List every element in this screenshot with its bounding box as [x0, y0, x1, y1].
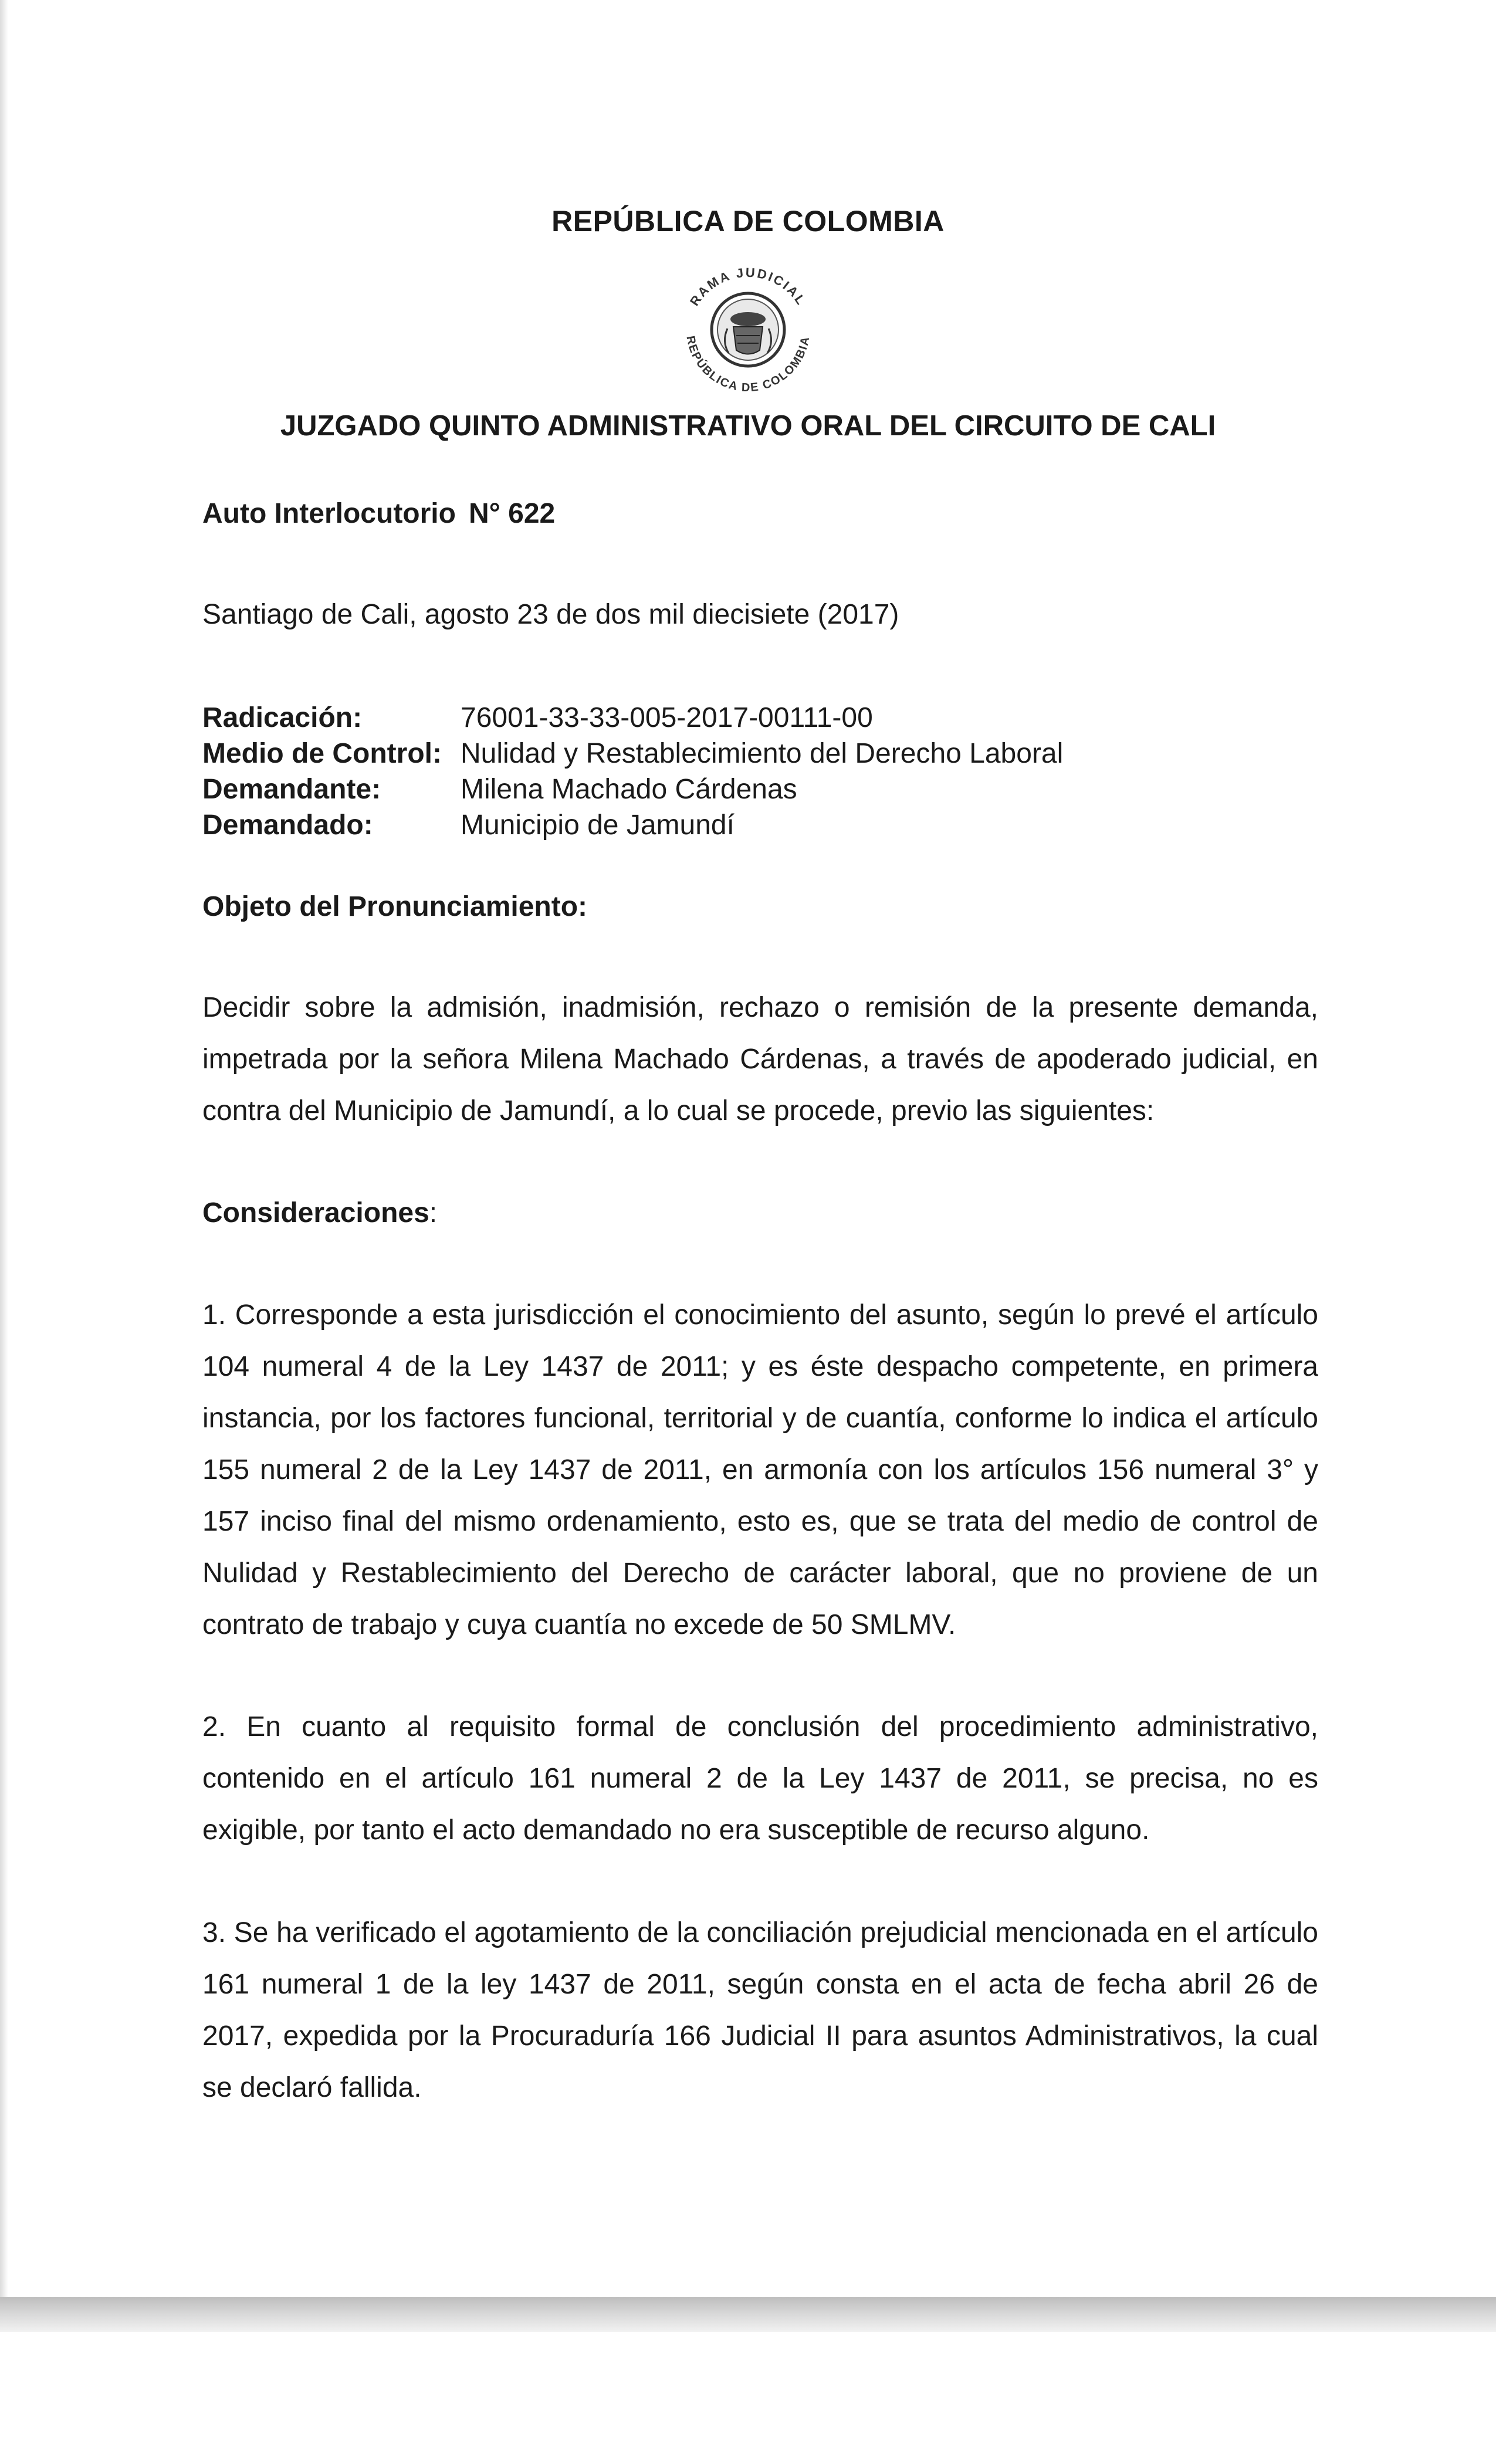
scan-edge-shadow [0, 0, 8, 2306]
consideraciones-heading [202, 1197, 437, 1229]
case-info-row [202, 736, 1063, 771]
case-info-row [202, 807, 1063, 843]
demandante-value: Milena Machado Cárdenas [461, 774, 797, 805]
radicacion-label: Radicación: [202, 702, 363, 733]
case-info [202, 700, 1063, 843]
consideracion-paragraph-3: 3. Se ha verificado el agotamiento de la conciliación prejudicial mencionada en el artículo 161 numeral 1 de la ley 1437 de 2011, según consta en el acta de fecha abril 26 de 2017, expedida por la Procuraduría 166 Judicial II para asuntos Administrativos, la cual se declaró fallida. [202, 1917, 1318, 2103]
consideraciones-heading-text: Consideraciones [202, 1197, 429, 1228]
demandado-value: Municipio de Jamundí [461, 810, 735, 841]
demandado-label: Demandado: [202, 810, 373, 841]
auto-num: N° 622 [468, 498, 556, 529]
judicial-seal-icon [663, 253, 833, 400]
consideracion-paragraph-2: 2. En cuanto al requisito formal de conclusión del procedimiento administrativo, contenido en el artículo 161 numeral 2 de la Ley 1437 de 2011, se precisa, no es exigible, por tanto el acto demandado no era susceptible de recurso alguno. [202, 1711, 1318, 1846]
auto-number [202, 497, 555, 530]
scan-bottom-band [0, 2297, 1496, 2332]
radicacion-value: 76001-33-33-005-2017-00111-00 [461, 702, 873, 733]
country-title: REPÚBLICA DE COLOMBIA [551, 205, 945, 238]
auto-label: Auto Interlocutorio [202, 498, 456, 529]
demandante-label: Demandante: [202, 774, 381, 805]
objeto-paragraph: Decidir sobre la admisión, inadmisión, rechazo o remisión de la presente demanda, impetrada por la señora Milena Machado Cárdenas, a través de apoderado judicial, en contra del Municipio de Jamundí, a lo cual se procede, previo las siguientes: [202, 992, 1318, 1126]
dateline: Santiago de Cali, agosto 23 de dos mil diecisiete (2017) [202, 599, 899, 630]
case-info-row [202, 700, 1063, 736]
consideracion-paragraph-1: 1. Corresponde a esta jurisdicción el conocimiento del asunto, según lo prevé el artículo 104 numeral 4 de la Ley 1437 de 2011; y es éste despacho competente, en primera instancia, por los factores funcional, territorial y de cuantía, conforme lo indica el artículo 155 numeral 2 de la Ley 1437 de 2011, en armonía con los artículos 156 numeral 3° y 157 inciso final del mismo ordenamiento, esto es, que se trata del medio de control de Nulidad y Restablecimiento del Derecho de carácter laboral, que no proviene de un contrato de trabajo y cuya cuantía no excede de 50 SMLMV. [202, 1299, 1318, 1640]
objeto-heading: Objeto del Pronunciamiento: [202, 891, 588, 922]
seal-bottom-text: REPÚBLICA DE COLOMBIA [683, 334, 813, 395]
case-info-row [202, 771, 1063, 807]
court-name: JUZGADO QUINTO ADMINISTRATIVO ORAL DEL CIRCUITO DE CALI [280, 410, 1216, 442]
consideraciones-heading-colon: : [429, 1197, 438, 1228]
medio-control-label: Medio de Control: [202, 738, 442, 769]
seal-top-text: RAMA JUDICIAL [686, 265, 810, 309]
medio-control-value: Nulidad y Restablecimiento del Derecho Laboral [461, 738, 1064, 769]
